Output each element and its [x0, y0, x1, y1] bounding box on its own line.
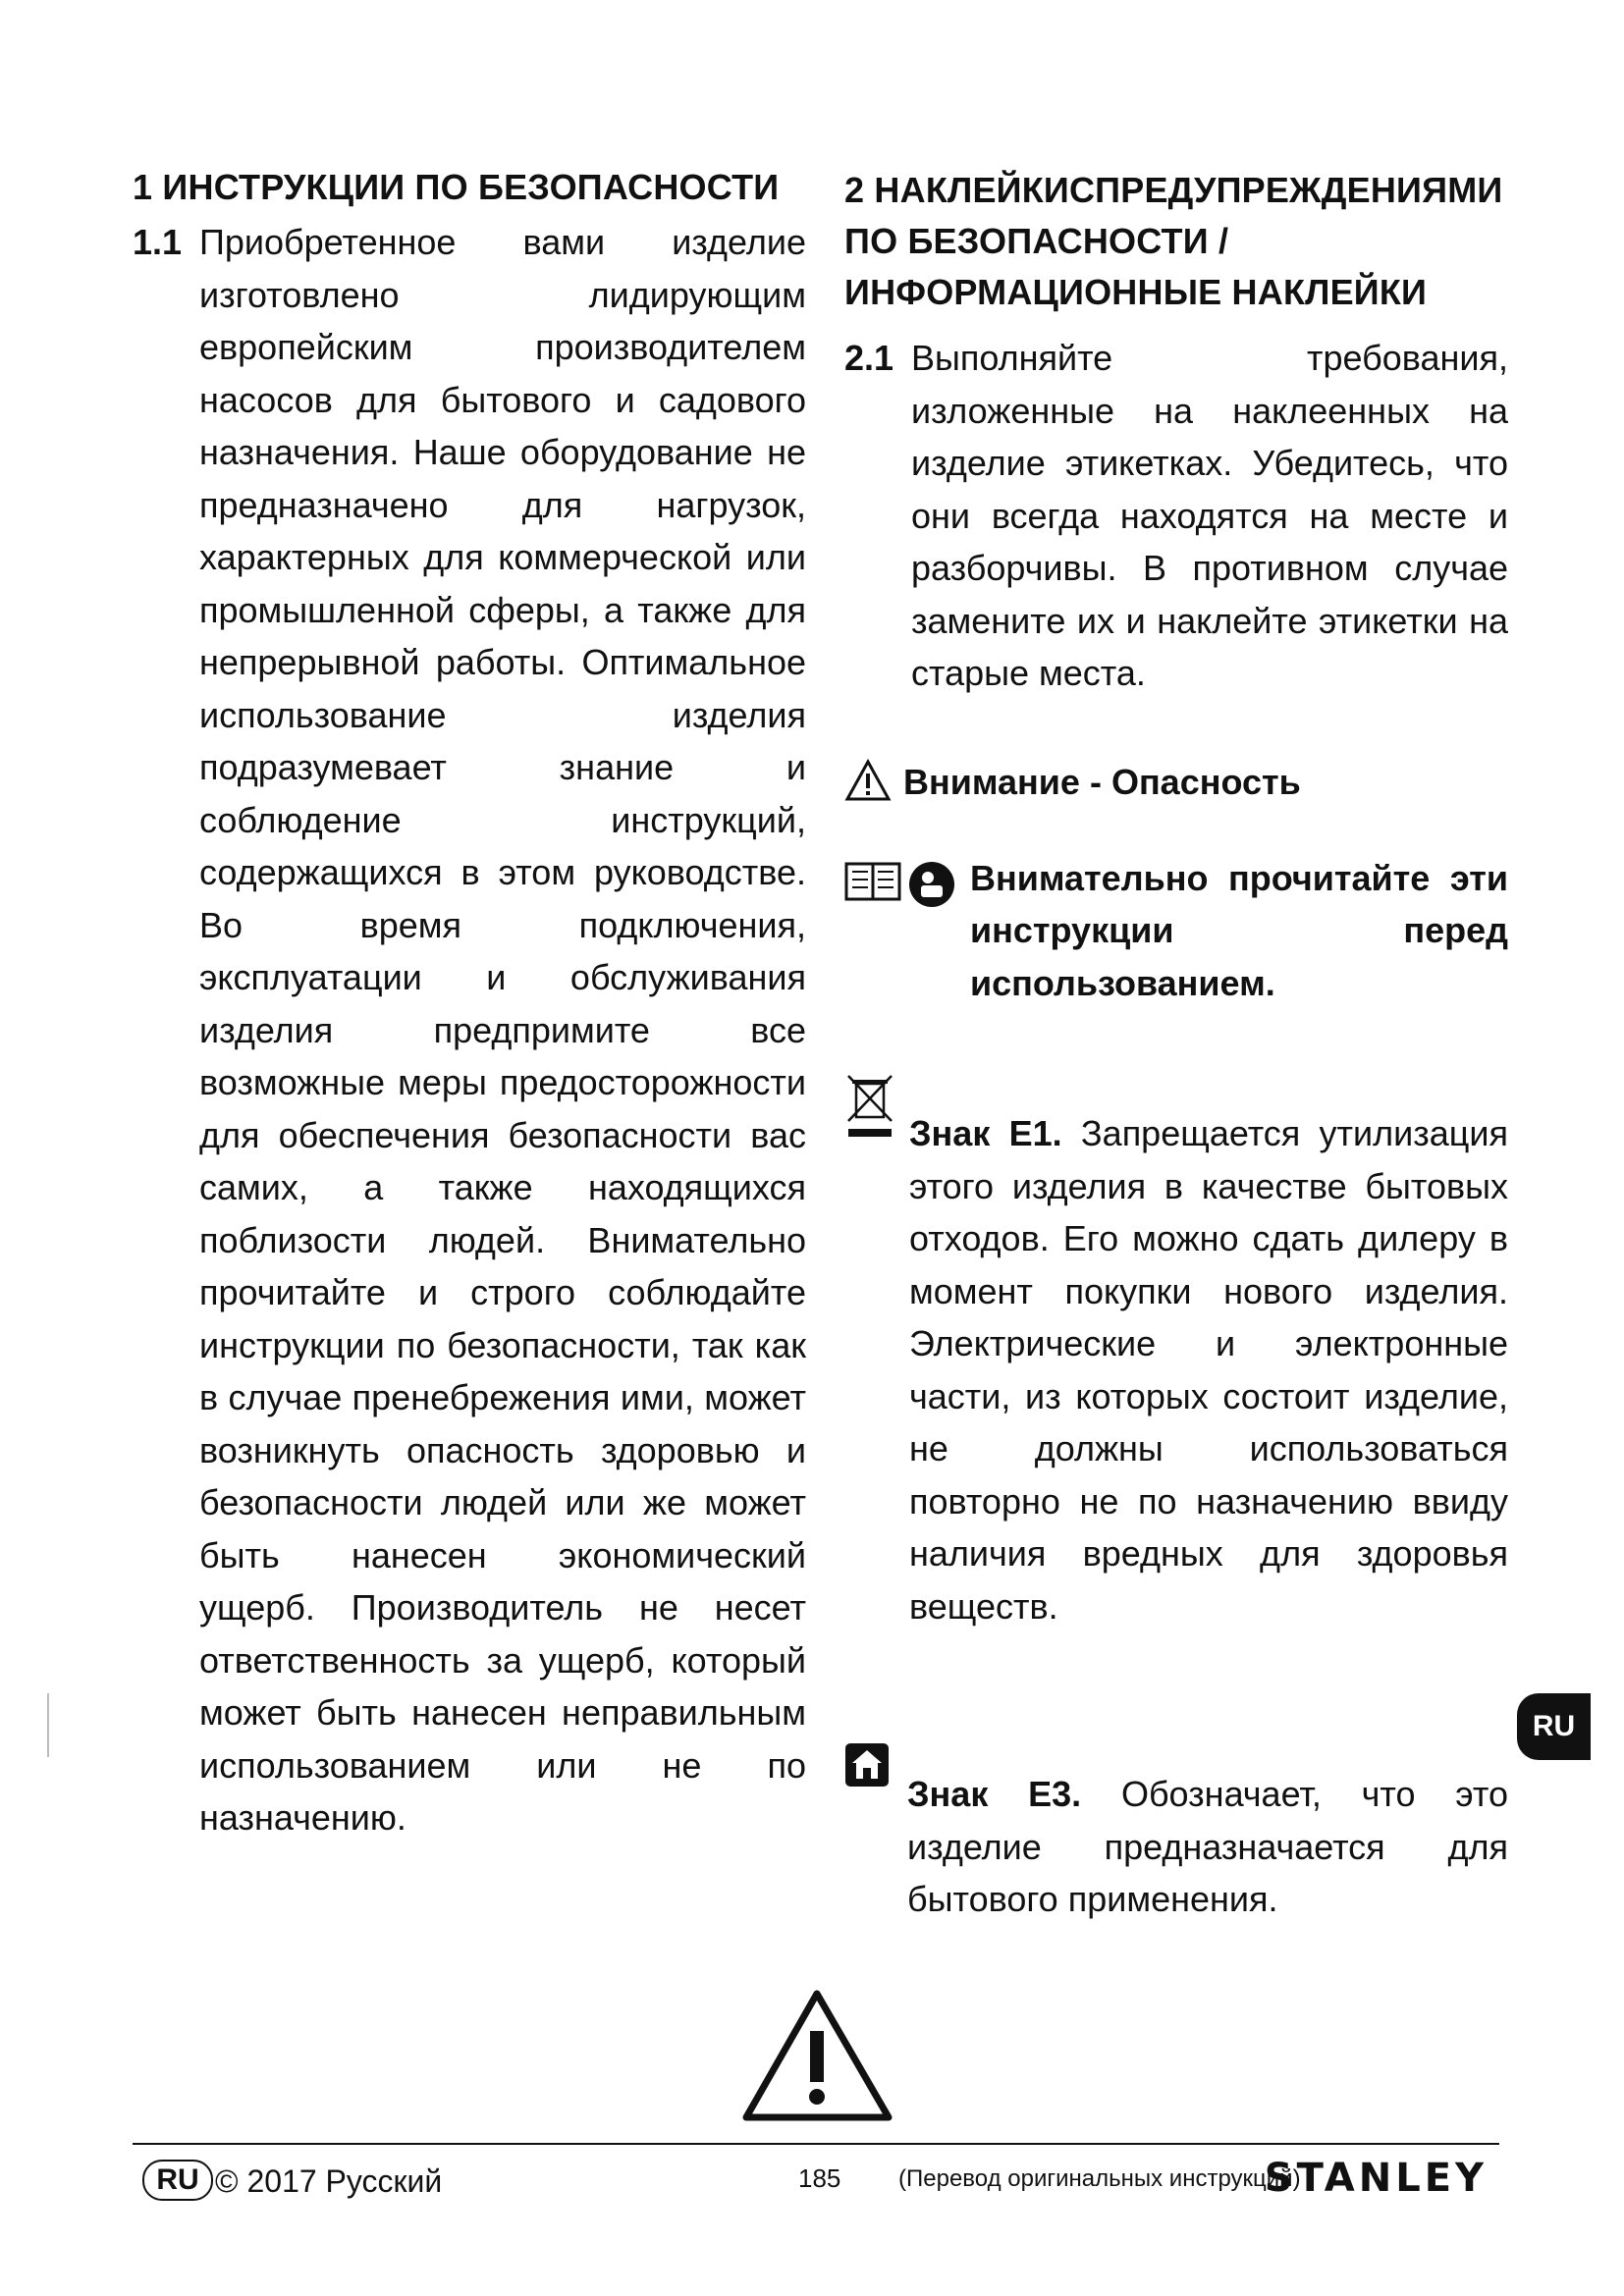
- e1-label: Знак E1.: [909, 1113, 1062, 1153]
- warning-notice: [844, 759, 1508, 807]
- right-column: [844, 165, 1508, 1961]
- e3-text: [907, 1768, 1508, 1926]
- e1-text: [909, 1107, 1508, 1632]
- page-footer: [133, 2152, 1499, 2201]
- item-text: Выполняйте требования, изложенные на наклеенных на изделие этикетках. Убедитесь, что они всегда находятся на месте и разборчивы. В противном случае замените их и наклейте этикетки на старые места.: [911, 338, 1508, 693]
- language-badge: RU: [142, 2160, 213, 2201]
- copyright-text: © 2017 Русский: [215, 2163, 443, 2199]
- manual-book-icon: [844, 860, 901, 908]
- household-use-icon: [844, 1742, 890, 1792]
- item-number: 2.1: [844, 338, 894, 378]
- left-column: [133, 165, 806, 1844]
- item-text: Приобретенное вами изделие изготовлено лидирующим европейским производителем насосов для бытового и садового назначения. Наше оборудование не предназначено для нагрузок, характерных для коммерческой или промышленной сферы, а также для непрерывной работы. Оптимальное использование изделия подразумевает знание и соблюдение инструкций, содержащихся в этом руководстве. Во время подключения, эксплуатации и обслуживания изделия предпримите все возможные меры предосторожности для обеспечения безопасности вас самих, а также находящихся поблизости людей. Внимательно прочитайте и строго соблюдайте инструкции по безопасности, так как в случае пренебрежения ими, может возникнуть опасность здоровью и безопасности людей или же может быть нанесен экономический ущерб. Производитель не несет ответственность за ущерб, который может быть нанесен неправильным использованием или не по назначению.: [199, 222, 806, 1838]
- section-2-heading: 2 НАКЛЕЙКИСПРЕДУПРЕЖДЕНИЯМИ ПО БЕЗОПАСНОСТИ / ИНФОРМАЦИОННЫЕ НАКЛЕЙКИ: [844, 170, 1503, 312]
- read-instructions-icon: [907, 860, 956, 914]
- item-1-1: [133, 216, 806, 1844]
- language-side-tab: RU: [1517, 1693, 1591, 1760]
- warning-label: Внимание - Опасность: [903, 762, 1301, 802]
- translation-note: (Перевод оригинальных инструкций): [898, 2165, 1301, 2192]
- e1-description: Запрещается утилизация этого изделия в качестве бытовых отходов. Его можно сдать дилеру в момент покупки нового изделия. Электрические и электронные части, из которых состоит изделие, не должны использоваться повторно не по назначению ввиду наличия вредных для здоровья веществ.: [909, 1113, 1508, 1627]
- footer-divider: [133, 2143, 1499, 2145]
- item-number: 1.1: [133, 222, 183, 262]
- section-1-heading: 1 ИНСТРУКЦИИ ПО БЕЗОПАСНОСТИ: [133, 167, 780, 207]
- read-manual-notice: [844, 852, 1508, 1010]
- e3-notice: [844, 1733, 1508, 1961]
- item-2-1: [844, 332, 1508, 700]
- warning-triangle-icon: [844, 759, 892, 807]
- e3-description: Обозначает, что это изделие предназначается для бытового применения.: [907, 1774, 1508, 1919]
- e3-label: Знак E3.: [907, 1774, 1082, 1814]
- margin-mark: [47, 1693, 49, 1757]
- page-number: 185: [798, 2163, 841, 2193]
- large-warning-triangle-icon: [741, 1988, 893, 2123]
- crossed-out-bin-icon: [844, 1072, 895, 1146]
- read-label: Внимательно прочитайте эти инструкции перед использованием.: [970, 857, 1508, 1003]
- brand-logo: STANLEY: [1264, 2156, 1488, 2201]
- e1-notice: [844, 1072, 1508, 1668]
